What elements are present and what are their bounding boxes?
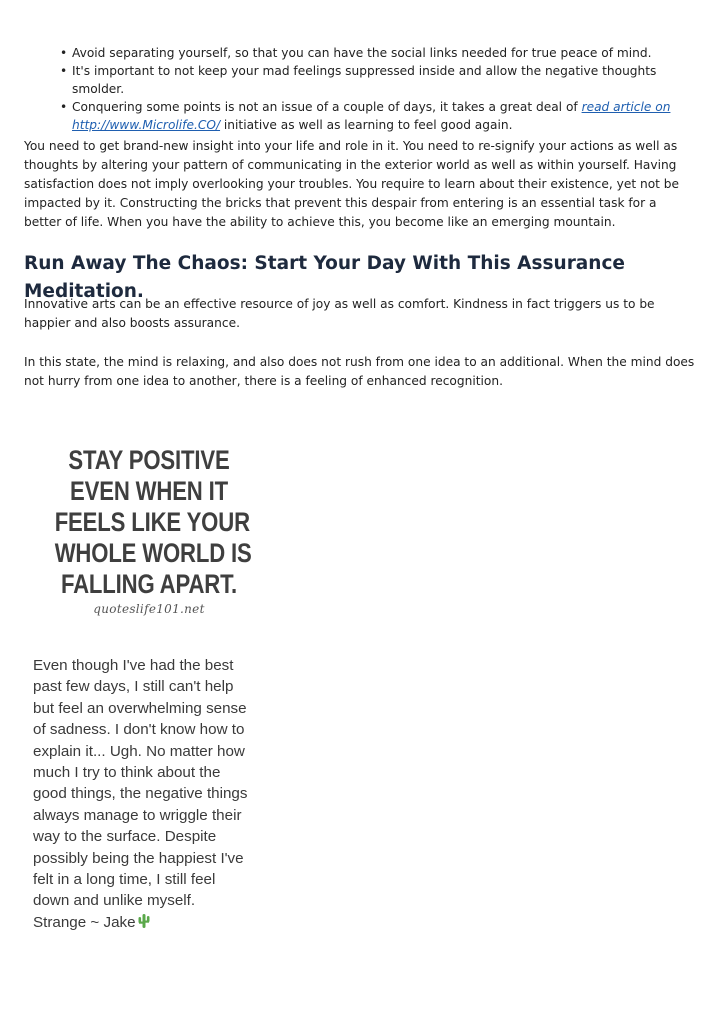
bullet-icon: •: [60, 46, 68, 60]
section-heading: Run Away The Chaos: Start Your Day With This Assurance Meditation.: [24, 253, 625, 302]
poster-signature: quoteslife101.net: [93, 602, 205, 616]
quote-poster: [34, 445, 264, 616]
list-item: [60, 98, 700, 134]
note-line: always manage to wriggle their: [33, 806, 242, 824]
note-line: good things, the negative things: [33, 785, 248, 803]
cactus-icon: [138, 913, 150, 935]
note-line: down and unlike myself.: [33, 892, 196, 910]
poster-line: EVEN WHEN IT: [70, 476, 228, 506]
quote-note: [33, 655, 273, 935]
note-line: Even though I've had the best: [33, 657, 234, 674]
list-item: [60, 44, 700, 62]
list-item: [60, 62, 700, 98]
bullet-text: Avoid separating yourself, so that you can have the social links needed for true peace of mind.: [72, 46, 652, 60]
bullet-text: Conquering some points is not an issue of a couple of days, it takes a great deal of: [72, 100, 582, 114]
note-line: explain it... Ugh. No matter how: [33, 742, 245, 760]
poster-line: STAY POSITIVE: [68, 445, 230, 475]
bullet-text: It's important to not keep your mad feelings suppressed inside and allow the negative thoughts smolder.: [72, 64, 657, 96]
note-line: possibly being the happiest I've: [33, 849, 244, 867]
note-line: way to the surface. Despite: [33, 828, 217, 846]
article-link[interactable]: read article on http://www.Microlife.CO/: [72, 100, 671, 132]
note-line: [33, 912, 273, 935]
bullet-icon: •: [60, 64, 68, 78]
note-signoff: Strange ~ Jake: [33, 913, 136, 931]
bullet-text: initiative as well as learning to feel good again.: [220, 118, 513, 132]
body-paragraph: You need to get brand-new insight into your life and role in it. You need to re-signify your actions as well as thoughts by altering your pattern of communicating in the exterior world as well as within yourself. Having satisfaction does not imply overlooking your troubles. You require to learn about their existence, yet not be impacted by it. Constructing the bricks that prevent this despair from entering is an essential task for a better of life. When you have the ability to achieve this, you become like an emerging mountain.: [24, 139, 680, 229]
bullet-list: [60, 44, 700, 134]
poster-line: WHOLE WORLD IS: [54, 538, 252, 568]
note-line: past few days, I still can't help: [33, 678, 234, 696]
note-line: but feel an overwhelming sense: [33, 699, 247, 717]
note-line: of sadness. I don't know how to: [33, 721, 245, 739]
body-paragraph: Innovative arts can be an effective resource of joy as well as comfort. Kindness in fact triggers us to be happier and also boosts assurance.: [24, 297, 655, 330]
poster-line: FALLING APART.: [60, 569, 238, 599]
body-paragraph: In this state, the mind is relaxing, and also does not rush from one idea to an additional. When the mind does not hurry from one idea to another, there is a feeling of enhanced recognition.: [24, 355, 695, 388]
note-line: much I try to think about the: [33, 764, 221, 782]
poster-line: FEELS LIKE YOUR: [54, 507, 250, 537]
note-line: felt in a long time, I still feel: [33, 871, 216, 889]
bullet-icon: •: [60, 100, 68, 114]
